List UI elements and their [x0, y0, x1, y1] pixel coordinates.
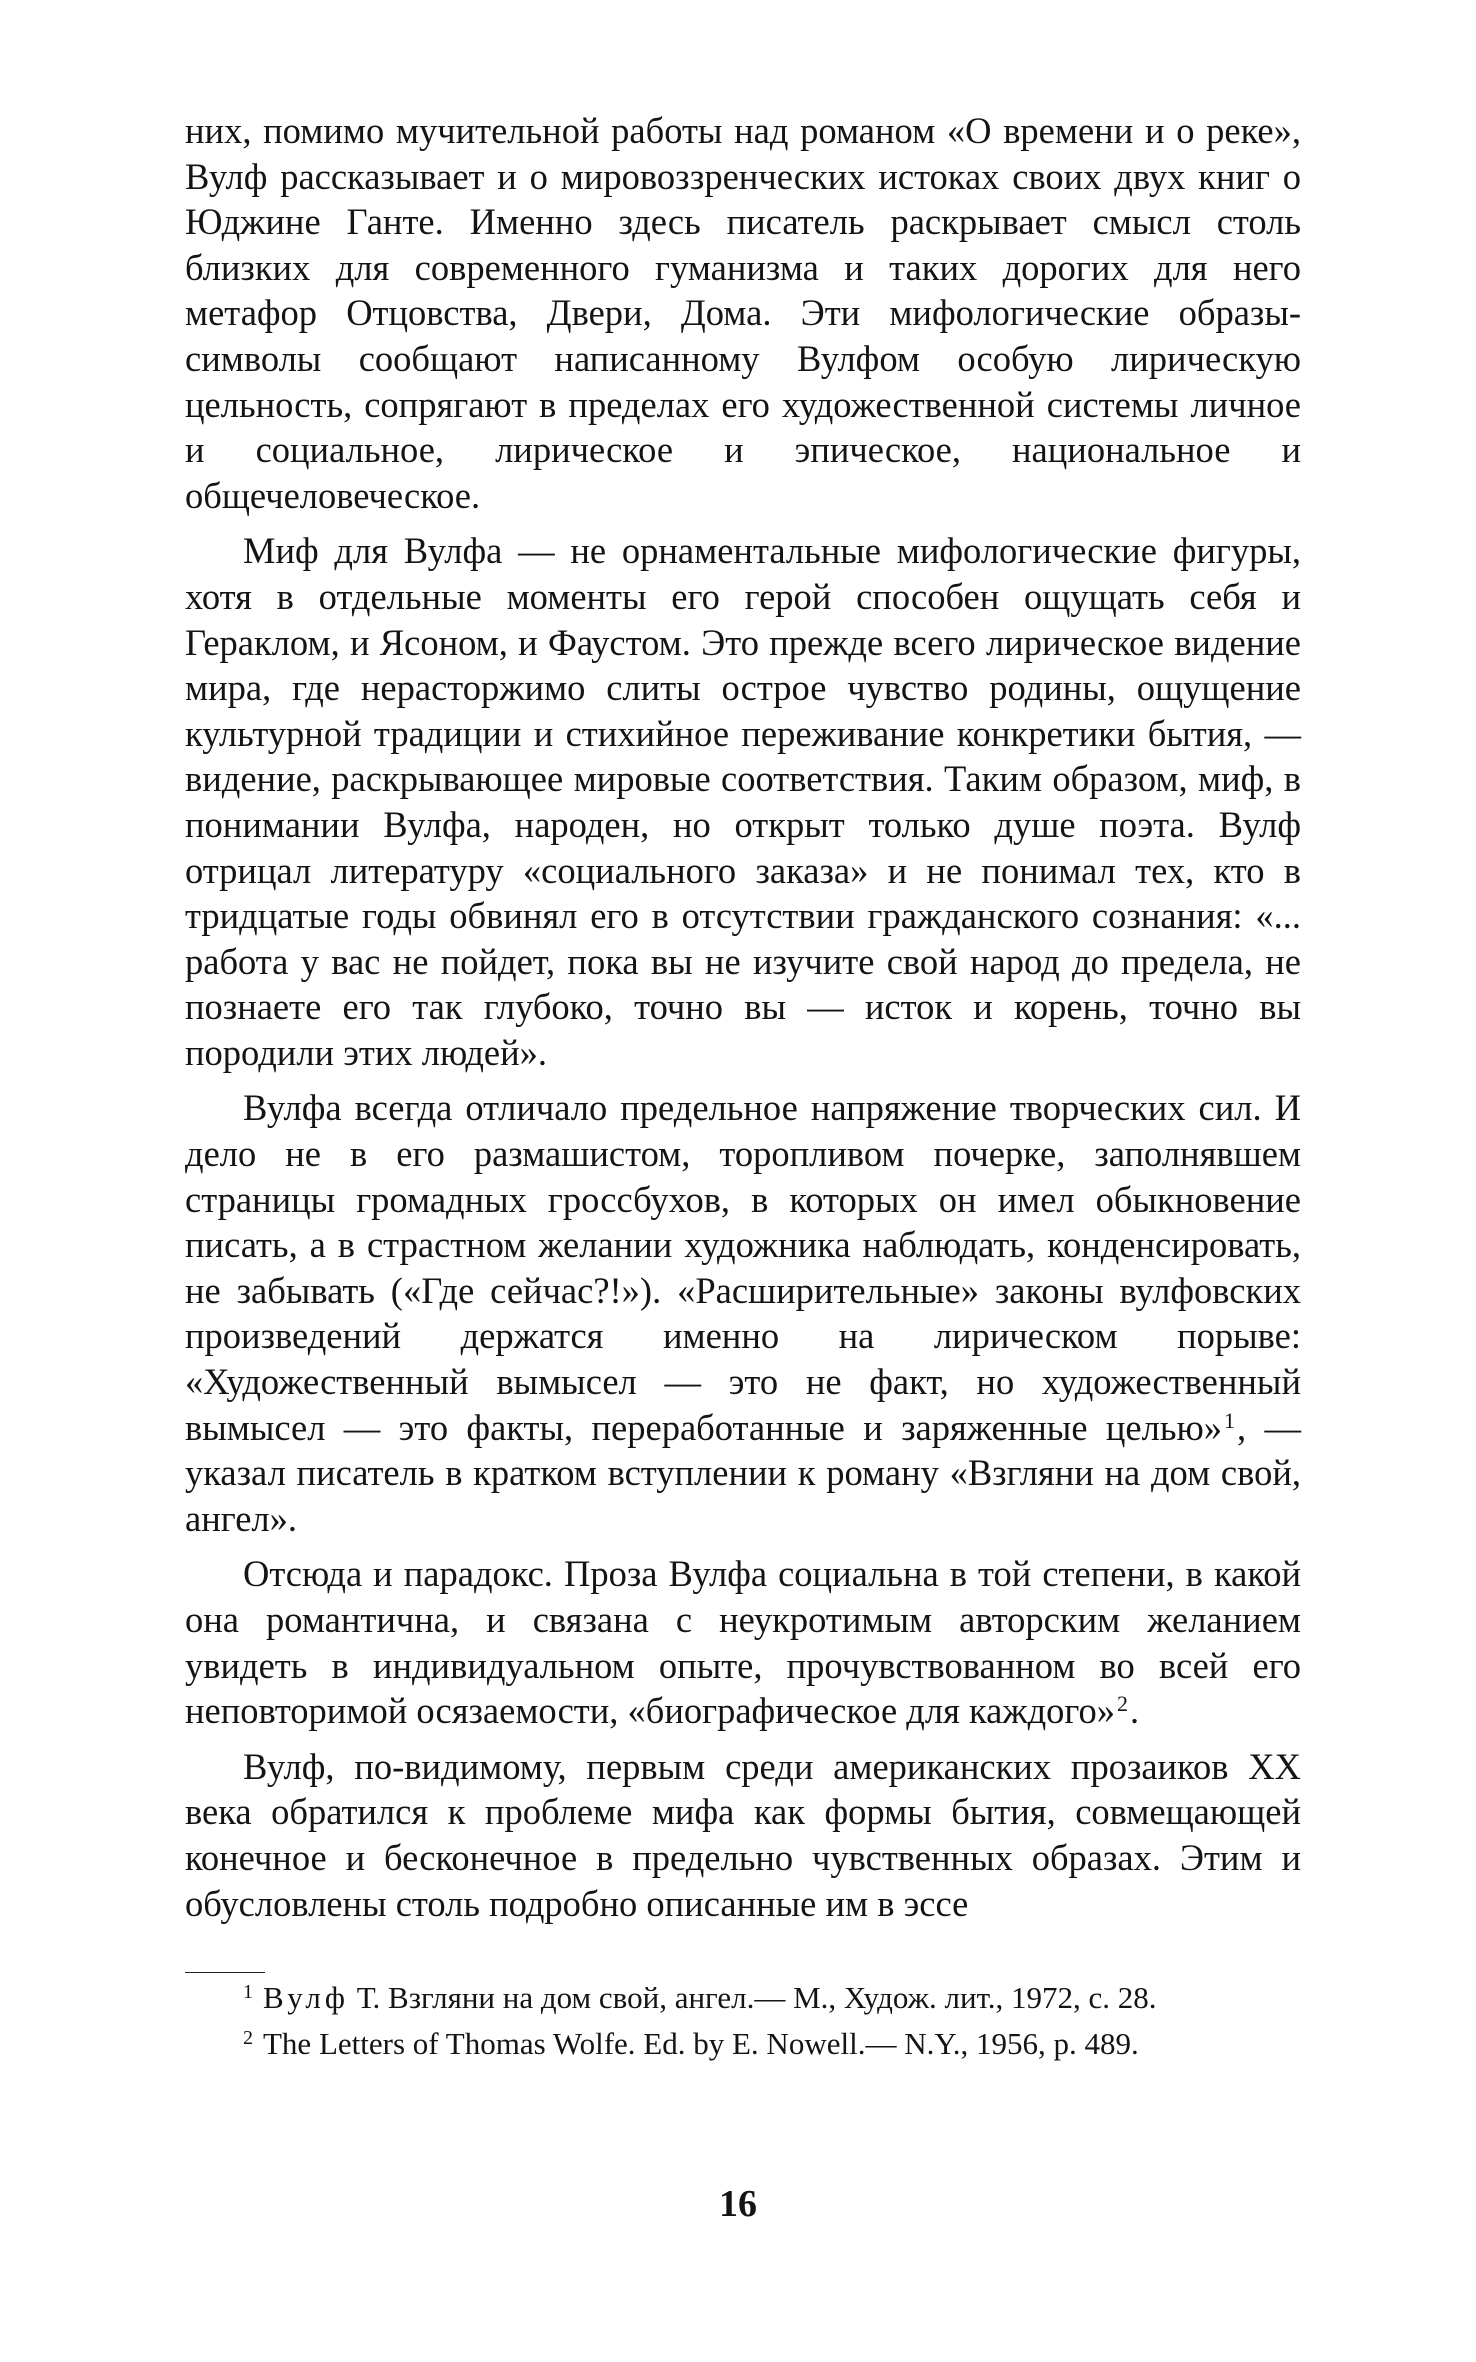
footnote-1-marker: 1	[243, 1981, 253, 2003]
footnote-ref-2: 2	[1116, 1691, 1128, 1717]
paragraph-3-text: Вулфа всегда отличало предельное напряжение творческих сил. И дело не в его размашистом, торопливом почерке, заполнявшем страницы громадных гроссбухов, в которых он имел обыкновение писать, а в страстном желании художника наблюдать, конденсировать, не забывать («Где сейчас?!»). «Расширительные» законы вулфовских произведений держатся именно на лирическом порыве: «Художественный вымысел — это не факт, но художественный вымысел — это факты, переработанные и заряженные целью»	[185, 1087, 1301, 1448]
page-number: 16	[719, 2183, 757, 2225]
footnote-ref-1: 1	[1224, 1407, 1236, 1433]
paragraph-3	[185, 1085, 1301, 1541]
paragraph-3-tail: , — указал писатель в кратком вступлении к роману «Взгляни на дом свой, ангел».	[185, 1406, 1302, 1539]
paragraph-5: Вулф, по-видимому, первым среди американских прозаиков XX века обратился к проблеме мифа как формы бытия, совмещающей конечное и бесконечное в предельно чувственных образах. Этим и обусловлены столь подробно описанные им в эссе	[185, 1745, 1301, 1924]
paragraph-4-text: Отсюда и парадокс. Проза Вулфа социальна в той степени, в какой она романтична, и связана с неукротимым авторским желанием увидеть в индивидуальном опыте, прочувствованном во всей его неповторимой осязаемости, «биографическое для каждого»	[185, 1553, 1301, 1732]
footnote-divider	[185, 1972, 265, 1973]
main-text	[185, 108, 1301, 1926]
paragraph-4-tail: .	[1129, 1690, 1140, 1732]
footnote-1-author: Вулф	[263, 1980, 349, 2015]
footnote-1-text: Т. Взгляни на дом свой, ангел.— М., Худож. лит., 1972, с. 28.	[356, 1980, 1157, 2015]
footnotes	[185, 1978, 1301, 2064]
footnote-1	[185, 1978, 1301, 2018]
paragraph-4	[185, 1551, 1301, 1733]
footnote-2-text: The Letters of Thomas Wolfe. Ed. by E. Nowell.— N.Y., 1956, p. 489.	[263, 2026, 1139, 2061]
footnote-2-marker: 2	[243, 2027, 253, 2049]
footnote-2	[185, 2024, 1301, 2064]
paragraph-2: Миф для Вулфа — не орнаментальные мифологические фигуры, хотя в отдельные моменты его герой способен ощущать себя и Гераклом, и Ясоном, и Фаустом. Это прежде всего лирическое видение мира, где нерасторжимо слиты острое чувство родины, ощущение культурной традиции и стихийное переживание конкретики бытия, — видение, раскрывающее мировые соответствия. Таким образом, миф, в понимании Вулфа, народен, но открыт только душе поэта. Вулф отрицал литературу «социального заказа» и не понимал тех, кто в тридцатые годы обвинял его в отсутствии гражданского сознания: «... работа у вас не пойдет, пока вы не изучите свой народ до предела, не познаете его так глубоко, точно вы — исток и корень, точно вы породили этих людей».	[185, 530, 1301, 1073]
paragraph-1: них, помимо мучительной работы над романом «О времени и о реке», Вулф рассказывает и о мировоззренческих истоках своих двух книг о Юджине Ганте. Именно здесь писатель раскрывает смысл столь близких для современного гуманизма и таких дорогих для него метафор Отцовства, Двери, Дома. Эти мифологические образы-символы сообщают написанному Вулфом особую лирическую цельность, сопрягают в пределах его художественной системы личное и социальное, лирическое и эпическое, национальное и общечеловеческое.	[185, 110, 1301, 516]
